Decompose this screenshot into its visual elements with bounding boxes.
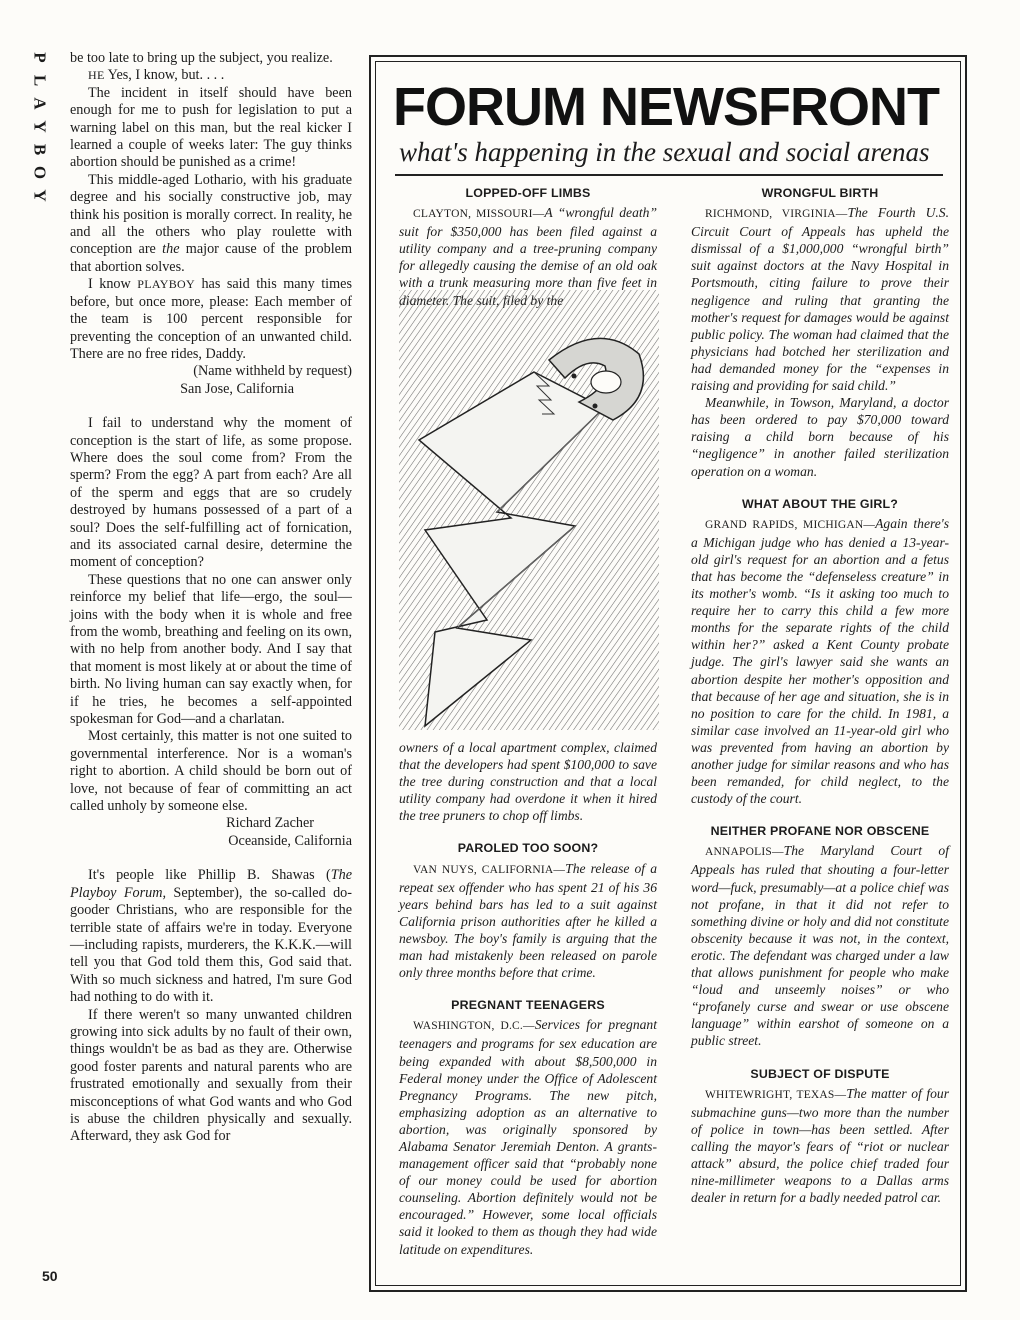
dialogue-line (70, 67, 352, 84)
text-run: major cause of the problem that abortion solves. (70, 241, 353, 275)
letter-paragraph (70, 276, 352, 363)
emphasis: the (162, 241, 180, 258)
emphasis: The Playboy Forum, (70, 867, 352, 901)
news-headline: LOPPED-OFF LIMBS (465, 186, 591, 200)
forum-right-column (691, 185, 949, 1206)
news-body: owners of a local apartment complex, claimed that the developers had spent $100,000 to save the tree during construction and that a local utility company had overdone it when it hired the tree pruners to chop off limbs. (399, 740, 657, 824)
forum-subtitle: what's happening in the sexual and social arenas (399, 137, 930, 167)
masthead-letter: L (30, 74, 50, 87)
news-body: The matter of four submachine guns—two more than the number of police in town—has been settled. After calling the mayor's fears of “riot or nuclear attack” absurd, the police chief traded four nine-millimeter weapons to a Dallas arms dealer in return for a badly needed patrol car. (691, 1085, 950, 1206)
signature-place: San Jose, California (180, 380, 294, 397)
dateline: GRAND RAPIDS, MICHIGAN— (705, 518, 876, 531)
letter-paragraph: The incident in itself should have been enough for me to push for legislation to put a warning label on this man, but the real kicker I learned a couple of weeks later: The guy thinks abortion should be punished as a crime! (70, 84, 352, 171)
signature-name: Richard Zacher (226, 815, 314, 832)
speaker-label: HE (88, 68, 105, 83)
magazine-name: PLAYBOY (137, 277, 195, 292)
letter-paragraph: These questions that no one can answer only reinforce my belief that life—ergo, the soul—joins with the body when it is whole and free from the womb, breathing and feeling on its own, with no help from another body. And I say that that moment is most likely at or about the time of birth. No living human can say exactly when, for if he tries, he becomes a self-appointed spokesman for God—and a charlatan. (70, 571, 352, 728)
news-body: The Maryland Court of Appeals has ruled that shouting a four-letter word—fuck, presumably—at a police chief was not profane, in that it did not refer to something divine or holy and did not constitute obscenity because it was not, in the context, erotic. The defendant was charged under a law that allows punishment for people who make “loud and unseemly noises” or who “profanely curse and swear or use obscene language” within earshot of someone on a public street. (691, 843, 949, 1049)
news-body: Meanwhile, in Towson, Maryland, a doctor has been ordered to pay $70,000 toward raising a child born because of his “negligence” in another failed sterilization operation on a woman. (691, 395, 949, 479)
masthead-letter: P (30, 52, 50, 63)
news-body: The Fourth U.S. Circuit Court of Appeals has upheld the dismissal of a $1,000,000 “wrongful birth” suit against doctors at the Navy Hospital in Portsmouth, citing failure to prove their negligence and ruling that granting the mother's request for damages would be against public policy. The woman had claimed that the physicians had botched her sterilization and had demanded money for the “expenses in raising and providing for said child.” (691, 205, 949, 394)
signature-place: Oceanside, California (228, 832, 352, 849)
letter-paragraph (70, 867, 352, 1006)
dateline: VAN NUYS, CALIFORNIA— (413, 863, 566, 876)
news-headline: SUBJECT OF DISPUTE (750, 1066, 890, 1081)
news-body: A “wrongful death” suit for $350,000 has been filed against a utility company and a tree-pruning company for allegedly causing the demise of an old oak with a trunk measuring more than five feet in (399, 205, 657, 291)
dateline: CLAYTON, MISSOURI— (413, 208, 545, 221)
letter-paragraph: Most certainly, this matter is not one suited to governmental interference. Nor is a woman's right to abortion. A child should be born out of love, not because of fear of committing an act called unholy by someone else. (70, 728, 352, 815)
forum-left-column-lower (399, 739, 657, 1258)
news-headline: PREGNANT TEENAGERS (451, 998, 605, 1013)
letters-column (70, 50, 352, 1146)
saw-lightning-illustration (399, 290, 659, 730)
dialogue-text: Yes, I know, but. . . . (107, 67, 225, 84)
news-body: Again there's a Michigan judge who has denied a 13-year-old girl's request for an abortion and a fetus that has become the “defenseless creature” in its mother's womb. “Is it asking too much to require her to carry this child a few more months for the separate rights of the child within her?” asked a Kent County probate judge. The girl's lawyer said she wants an abortion despite her mother's opposition and that because of her age and situation, she is in no position to care for the child. In 1981, a similar case involved an 11-year-old girl who was prevented from having an abortion by another judge for similar reasons and who has been remanded, for child neglect, to the custody of the court. (691, 515, 949, 807)
vertical-masthead (30, 46, 50, 207)
news-body: Services for pregnant teenagers and programs for sex education are being expanded with about $8,500,000 in Federal money under the Office of Adolescent Pregnancy Programs. The new pitch, emphasizing adoption as an alternative to abortion, was originally sponsored by Alabama Senator Jeremiah Denton. A grants-management officer said that “probably none of our money could be used for abortion counseling. Abortion definitely would not be encouraged.” However, some local officials said it looked to them as though they had wide latitude on expenditures. (399, 1017, 658, 1257)
dateline: RICHMOND, VIRGINIA— (705, 208, 848, 221)
text-run: I know (88, 276, 138, 293)
text-run: September), the so-called do-gooder Christians, who are responsible for the terrible state of affairs we're in today. Everyone—including rapists, murderers, the K.K.K.—will tell you that God told them this, God said that. With so much sickness and hatred, I'm sure God had nothing to do with it. (70, 884, 352, 1006)
news-headline: WHAT ABOUT THE GIRL? (741, 496, 899, 511)
news-headline: WRONGFUL BIRTH (761, 186, 879, 200)
page-number: 50 (42, 1268, 58, 1284)
letter-paragraph: be too late to bring up the subject, you realize. (70, 50, 333, 66)
forum-title: FORUM NEWSFRONT (393, 77, 939, 137)
dateline: ANNAPOLIS— (705, 846, 784, 859)
text-run: has said this many times before, but once more, please: Each member of the team is 100 percent responsible for preventing the conception of an unwanted child. There are no free rides, Daddy. (70, 276, 352, 362)
dateline: WHITEWRIGHT, TEXAS— (705, 1088, 847, 1101)
forum-newsfront-box (369, 55, 967, 1292)
letter-paragraph (70, 172, 352, 276)
masthead-letter: Y (30, 189, 50, 202)
letter-paragraph: If there weren't so many unwanted children growing into sick adults by no fault of their own, things wouldn't be as bad as they are. Otherwise good foster parents and natural parents who are frustrated emotionally and sexually from their misconceptions of what God wants and who God is abuse the children physically and sexually. Afterward, they ask God for (70, 1006, 352, 1145)
text-run: It's people like Phillip B. Shawas ( (88, 867, 331, 884)
news-headline: PAROLED TOO SOON? (457, 841, 599, 856)
signature-name: (Name withheld by request) (193, 363, 352, 380)
dateline: WASHINGTON, D.C.— (413, 1020, 535, 1033)
letter-paragraph: I fail to understand why the moment of conception is the start of life, as some propose. Where does the soul come from? From the sperm? From the egg? A part from each? Are all of the sperm and eggs that are so crudely destroyed by humans possessed of a part of a soul? Does the self-fulfilling act of fornication, and its associated carnal desire, determine the moment of conception? (70, 415, 352, 571)
news-headline: NEITHER PROFANE NOR OBSCENE (710, 824, 930, 839)
news-body: The release of a repeat sex offender who has spent 21 of his 36 years behind bars has led to a suit against California prison authorities after he killed a newsboy. The boy's family is arguing that the man had mistakenly been released on parole only three months before that crime. (399, 860, 657, 981)
masthead-letter: B (30, 143, 50, 156)
masthead-letter: A (30, 97, 50, 110)
masthead-letter: Y (30, 120, 50, 133)
text-run: This middle-aged Lothario, with his graduate degree and his socially constructive job, may think his position is morally correct. In reality, he and all the others who play roulette with conception are (70, 171, 352, 258)
masthead-letter: O (30, 165, 50, 180)
title-rule (395, 174, 943, 176)
